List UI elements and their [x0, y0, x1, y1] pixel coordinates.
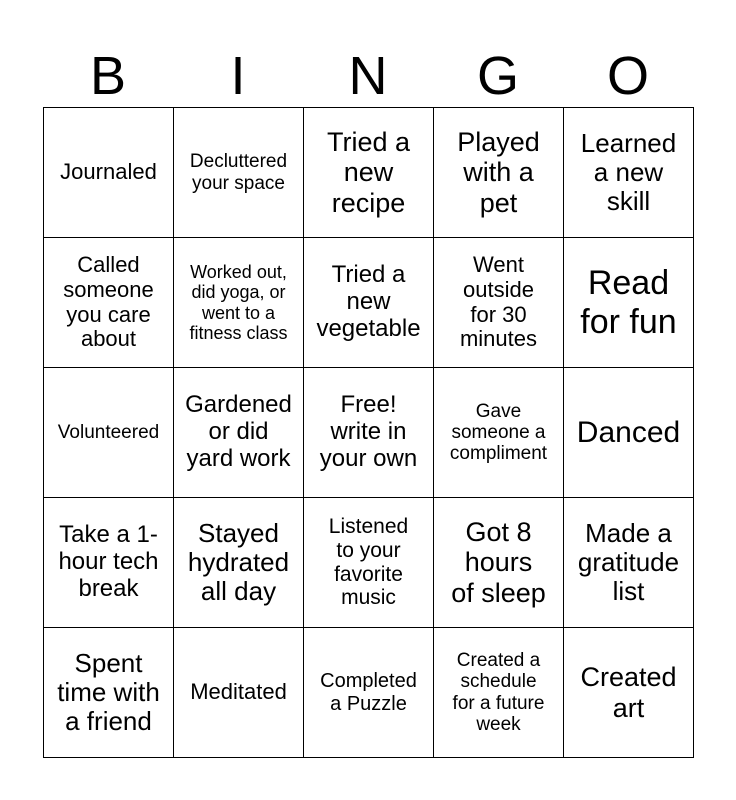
bingo-cell[interactable]	[434, 628, 564, 758]
cell-label: Made a gratitude list	[577, 517, 680, 607]
bingo-row	[44, 368, 694, 498]
bingo-cell[interactable]	[564, 368, 694, 498]
cell-label: Danced	[576, 415, 681, 449]
bingo-cell[interactable]	[304, 238, 434, 368]
bingo-cell[interactable]	[564, 108, 694, 238]
cell-label: Called someone you care about	[63, 252, 154, 352]
bingo-cell[interactable]	[304, 108, 434, 238]
cell-label: Gave someone a compliment	[449, 400, 548, 465]
cell-label: Worked out, did yoga, or went to a fitness class	[189, 262, 288, 343]
bingo-cell[interactable]	[434, 238, 564, 368]
header-letter-i: I	[230, 46, 246, 106]
cell-label: Volunteered	[57, 421, 160, 443]
bingo-cell[interactable]	[174, 498, 304, 628]
bingo-cell[interactable]	[434, 368, 564, 498]
header-letter-b: B	[89, 46, 127, 106]
cell-label: Learned a new skill	[580, 127, 677, 217]
cell-label: Free! write in your own	[319, 391, 418, 472]
header-letter-n: N	[348, 46, 388, 106]
cell-label: Take a 1- hour tech break	[58, 521, 159, 602]
bingo-cell[interactable]	[174, 628, 304, 758]
cell-label: Spent time with a friend	[57, 647, 160, 737]
bingo-cell[interactable]	[304, 628, 434, 758]
bingo-row	[44, 498, 694, 628]
bingo-card	[43, 107, 694, 758]
bingo-cell[interactable]	[304, 498, 434, 628]
cell-label: Journaled	[60, 159, 157, 185]
bingo-cell[interactable]	[44, 108, 174, 238]
bingo-cell[interactable]	[564, 498, 694, 628]
cell-label: Created a schedule for a future week	[452, 649, 545, 735]
bingo-cell[interactable]	[304, 368, 434, 498]
bingo-row	[44, 108, 694, 238]
cell-label: Completed a Puzzle	[320, 670, 417, 715]
bingo-cell[interactable]	[564, 238, 694, 368]
cell-label: Tried a new vegetable	[316, 261, 421, 342]
cell-label: Read for fun	[580, 264, 677, 341]
cell-label: Decluttered your space	[189, 151, 288, 194]
bingo-cell[interactable]	[44, 238, 174, 368]
bingo-cell[interactable]	[434, 498, 564, 628]
cell-label: Gardened or did yard work	[185, 391, 292, 472]
cell-label: Played with a pet	[457, 127, 540, 218]
header-letter-o: O	[606, 46, 649, 106]
bingo-cell[interactable]	[44, 628, 174, 758]
bingo-row	[44, 238, 694, 368]
cell-label: Meditated	[190, 679, 287, 705]
bingo-cell[interactable]	[44, 498, 174, 628]
cell-label: Listened to your favorite music	[328, 515, 409, 610]
bingo-row	[44, 628, 694, 758]
bingo-cell[interactable]	[174, 368, 304, 498]
cell-label: Stayed hydrated all day	[187, 517, 290, 607]
bingo-cell[interactable]	[564, 628, 694, 758]
bingo-cell[interactable]	[174, 238, 304, 368]
header-letter-g: G	[476, 46, 519, 106]
cell-label: Got 8 hours of sleep	[451, 517, 546, 608]
cell-label: Tried a new recipe	[326, 127, 411, 218]
cell-label: Created art	[580, 662, 677, 723]
bingo-cell[interactable]	[44, 368, 174, 498]
bingo-cell[interactable]	[174, 108, 304, 238]
bingo-cell[interactable]	[434, 108, 564, 238]
bingo-header	[43, 46, 693, 106]
cell-label: Went outside for 30 minutes	[459, 252, 538, 352]
